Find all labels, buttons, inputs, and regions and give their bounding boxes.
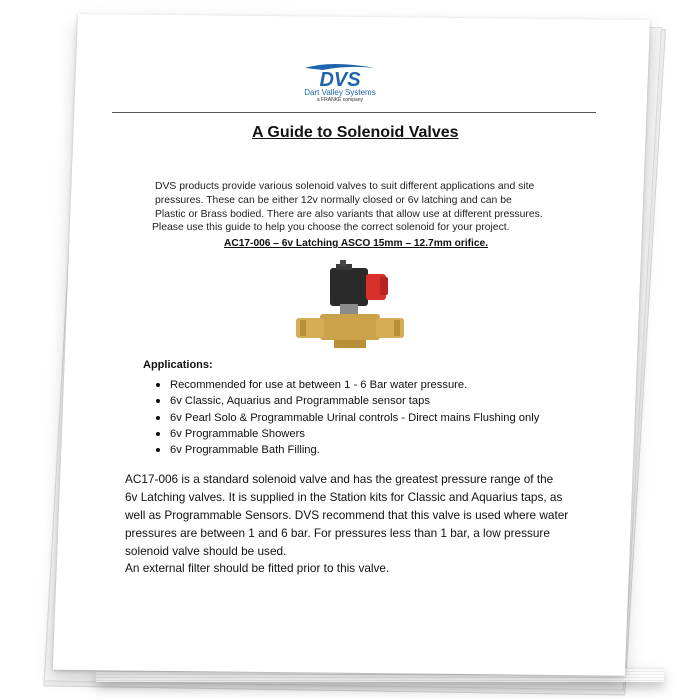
intro-line: pressures. These can be either 12v normally closed or 6v latching and can be [155,195,512,206]
applications-list [150,377,570,458]
description-paragraph [125,470,595,560]
applications-heading: Applications: [143,359,213,371]
solenoid-valve-image [290,258,410,358]
intro-paragraph [155,180,553,222]
intro-line: Plastic or Brass bodied. There are also variants that allow use at different pressures. [155,209,543,220]
description-line: pressures are between 1 and 6 bar. For pressures less than 1 bar, a low pressure [125,526,550,540]
logo-tagline: a FRANKE company [316,97,364,103]
list-item: 6v Programmable Bath Filling. [150,442,570,458]
logo-company-name: Dart Valley Systems [304,88,376,97]
list-item: 6v Programmable Showers [150,426,570,442]
list-item: 6v Classic, Aquarius and Programmable sensor taps [150,393,570,409]
description-line: AC17-006 is a standard solenoid valve and has the greatest pressure range of the [125,472,554,486]
document-title: A Guide to Solenoid Valves [252,124,459,141]
dvs-logo [300,62,380,103]
intro-line: DVS products provide various solenoid valves to suit different applications and site [155,181,535,192]
dvs-logo-mark [301,62,379,88]
filter-note: An external filter should be fitted prior to this valve. [125,561,390,575]
description-line: well as Programmable Sensors. DVS recommend that this valve is used where water [125,508,569,522]
list-item: Recommended for use at between 1 - 6 Bar water pressure. [150,377,570,393]
product-heading: AC17-006 – 6v Latching ASCO 15mm – 12.7mm orifice. [224,238,489,249]
logo-mark-text: DVS [319,69,361,88]
header-divider [112,112,596,113]
description-line: solenoid valve should be used. [125,544,287,558]
description-line: 6v Latching valves. It is supplied in the Station kits for Classic and Aquarius taps, as [125,490,563,504]
guide-text: Please use this guide to help you choose the correct solenoid for your project. [152,222,510,233]
list-item: 6v Pearl Solo & Programmable Urinal controls - Direct mains Flushing only [150,410,570,426]
